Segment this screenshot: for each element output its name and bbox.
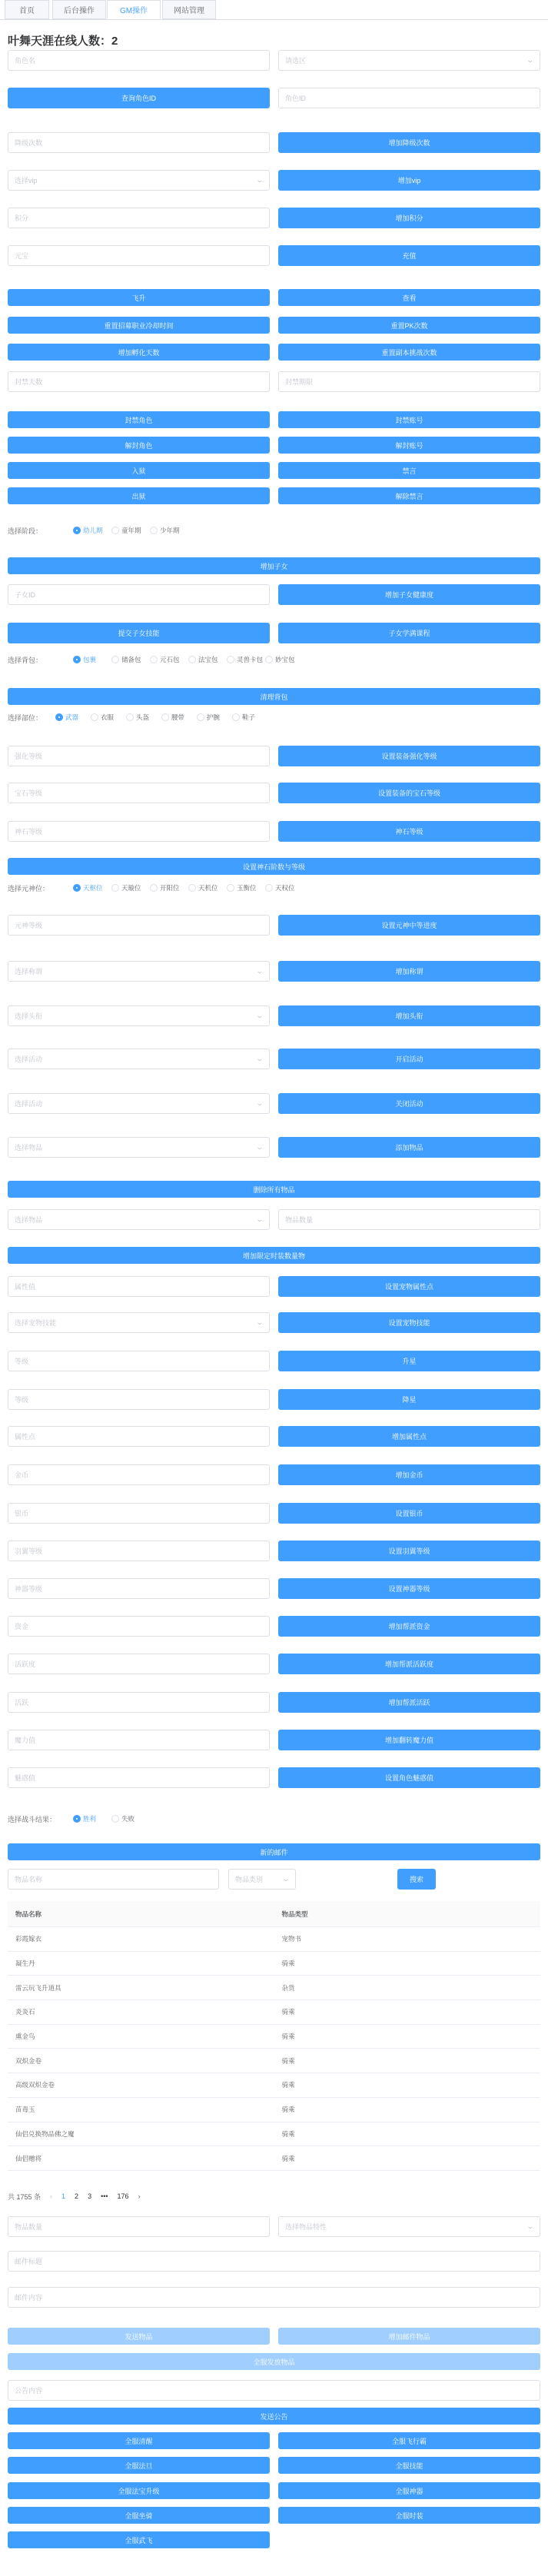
- placeholder: 积分: [15, 214, 29, 222]
- radio-label: 天枢位: [83, 884, 103, 892]
- grid1-button[interactable]: 重置副本挑战次数: [278, 344, 540, 361]
- placeholder: 选择物品特性: [285, 2223, 327, 2231]
- pet-button[interactable]: 设置宠物属性点: [278, 1276, 540, 1297]
- table-cell: 熏金鸟: [15, 2033, 35, 2041]
- radio-label: 胜利: [83, 1815, 97, 1823]
- delete-all-items-button[interactable]: 删除所有物品: [8, 1181, 540, 1198]
- select-row-button[interactable]: 开启活动: [278, 1049, 540, 1069]
- yuanshen-level-input[interactable]: [8, 915, 270, 936]
- grid3-button[interactable]: 全服时装: [278, 2507, 540, 2524]
- clear-bag-button[interactable]: 清理背包: [8, 688, 540, 705]
- radio-circle-icon: [55, 713, 63, 721]
- tab-home[interactable]: 首页: [5, 0, 49, 19]
- page-title: 叶舞天涯在线人数：2: [8, 35, 118, 48]
- add-limited-fashion-button[interactable]: 增加限定时装数量物: [8, 1247, 540, 1264]
- ban-days-input[interactable]: [8, 371, 270, 392]
- placeholder: 选择物品: [15, 1144, 43, 1152]
- equip-button[interactable]: 设置装备的宝石等级: [278, 783, 540, 803]
- grid1-button[interactable]: 查看: [278, 289, 540, 306]
- pet-input[interactable]: [8, 1389, 270, 1410]
- grid1-button[interactable]: 重置招募职业冷却时间: [8, 317, 270, 334]
- yuanshen-radio[interactable]: [188, 882, 218, 893]
- select-input[interactable]: [8, 1005, 270, 1026]
- placeholder: 强化等级: [15, 753, 43, 760]
- placeholder: 物品数量: [285, 1216, 314, 1224]
- age-radio[interactable]: [111, 525, 141, 536]
- radio-circle-icon: [91, 713, 98, 721]
- grid1-button[interactable]: 增加孵化天数: [8, 344, 270, 361]
- chevron-down-icon: ⌄: [255, 1318, 264, 1326]
- radio-label: 失败: [121, 1815, 135, 1823]
- mail-content-input[interactable]: [8, 2287, 540, 2308]
- select-row-button[interactable]: 增加称谓: [278, 961, 540, 982]
- age-radio[interactable]: [150, 525, 180, 536]
- placeholder: 物品名称: [15, 1876, 43, 1883]
- placeholder: 选择vip: [15, 177, 38, 184]
- tab-site[interactable]: 网站管理: [162, 0, 216, 19]
- table-cell: 宠物书: [281, 1935, 302, 1943]
- grid3-button[interactable]: 全服坐骑: [8, 2507, 270, 2524]
- grid3-button[interactable]: 全服技能: [278, 2457, 540, 2474]
- query-role-id-button[interactable]: 查询角色ID: [8, 88, 270, 108]
- placeholder: 角色名: [15, 57, 36, 65]
- table-cell: 骑乘: [281, 2008, 295, 2016]
- radio-label: 武器: [65, 713, 79, 721]
- placeholder: 选择活动: [15, 1055, 43, 1063]
- pagination: [8, 2191, 141, 2202]
- table-cell: 仙侣兑换物品佛之魔: [15, 2129, 75, 2138]
- send-item-count-input[interactable]: [8, 2216, 270, 2237]
- select-input[interactable]: [8, 961, 270, 982]
- radio-label: 护腕: [207, 713, 221, 721]
- pet-button[interactable]: 设置角色魅惑值: [278, 1767, 540, 1788]
- radio-circle-icon: [150, 527, 158, 534]
- grid2-button[interactable]: 解封角色: [8, 437, 270, 454]
- equip-input[interactable]: [8, 783, 270, 803]
- chevron-down-icon: ⌄: [255, 1143, 264, 1151]
- chevron-down-icon: ⌄: [526, 2222, 535, 2230]
- rows1-button[interactable]: 增加积分: [278, 208, 540, 228]
- item-select[interactable]: [8, 1209, 270, 1230]
- equip-input[interactable]: [8, 821, 270, 842]
- radio-label: 开阳位: [160, 884, 180, 892]
- radio-label: 鞋子: [242, 713, 256, 721]
- tab-gm[interactable]: GM操作: [107, 0, 161, 19]
- placeholder: 请选区: [285, 57, 307, 65]
- radio-label: 元石包: [160, 656, 180, 663]
- grid3-button[interactable]: 全服清醒: [8, 2432, 270, 2449]
- bag-radio[interactable]: [227, 654, 263, 665]
- role-name-input[interactable]: [8, 50, 270, 71]
- pet-button[interactable]: 增加金币: [278, 1464, 540, 1485]
- radio-circle-icon: [111, 656, 119, 663]
- pet-input[interactable]: [8, 1730, 270, 1750]
- radio-circle-icon: [111, 527, 119, 534]
- page-ellipsis[interactable]: •••: [101, 2192, 108, 2200]
- placeholder: 银币: [15, 1510, 29, 1517]
- age-radio[interactable]: [73, 525, 103, 536]
- battle-label: 选择战斗结果：: [8, 1815, 57, 1823]
- select-input[interactable]: [8, 1049, 270, 1069]
- table-row[interactable]: [8, 2122, 540, 2147]
- announcement-input[interactable]: [8, 2380, 540, 2401]
- select-row-button[interactable]: 关闭活动: [278, 1093, 540, 1114]
- pet-button[interactable]: 增加帮派活跃: [278, 1692, 540, 1713]
- yuanshen-radio[interactable]: [150, 882, 180, 893]
- radio-circle-icon: [161, 713, 169, 721]
- table-cell: 骑乘: [281, 2033, 295, 2041]
- grid2-button[interactable]: 入狱: [8, 462, 270, 479]
- bag-radio[interactable]: [188, 654, 218, 665]
- table-row[interactable]: [8, 2025, 540, 2049]
- pet-input[interactable]: [8, 1312, 270, 1333]
- placeholder: 封禁天数: [15, 378, 43, 386]
- table-row[interactable]: [8, 2000, 540, 2025]
- table-cell: 双炽金卷: [15, 2056, 42, 2065]
- placeholder: 等级: [15, 1358, 29, 1365]
- pet-input[interactable]: [8, 1541, 270, 1561]
- battle-radio[interactable]: [73, 1813, 96, 1824]
- yuanshen-radio[interactable]: [227, 882, 257, 893]
- add-child-button[interactable]: 增加子女: [8, 557, 540, 574]
- child-id-input[interactable]: [8, 584, 270, 605]
- server-wide-items-button[interactable]: 全服发放物品: [8, 2353, 540, 2370]
- rows1-input[interactable]: [8, 132, 270, 153]
- tab-backend[interactable]: 后台操作: [52, 0, 106, 19]
- part-radio[interactable]: [161, 712, 184, 723]
- radio-label: 头盔: [136, 713, 150, 721]
- radio-label: 衣服: [101, 713, 115, 721]
- radio-circle-icon: [232, 713, 240, 721]
- placeholder: 邮件内容: [15, 2294, 43, 2302]
- table-cell: 骑乘: [281, 2106, 295, 2114]
- radio-circle-icon: [73, 527, 81, 534]
- radio-label: 天权位: [275, 884, 295, 892]
- table-cell: 杂货: [281, 1983, 295, 1992]
- placeholder: 选择宠物技能: [15, 1319, 57, 1327]
- table-cell: 炎炎石: [15, 2008, 35, 2016]
- radio-label: 童年期: [121, 527, 141, 534]
- pet-button[interactable]: 增加翻转魔力值: [278, 1730, 540, 1750]
- table-cell: 骑乘: [281, 2154, 295, 2162]
- radio-circle-icon: [126, 713, 134, 721]
- pet-input[interactable]: [8, 1503, 270, 1524]
- page-number[interactable]: 1: [61, 2192, 66, 2200]
- part-radio[interactable]: [232, 712, 255, 723]
- radio-circle-icon: [265, 884, 273, 892]
- placeholder: 属性点: [15, 1433, 36, 1441]
- placeholder: 资金: [15, 1623, 29, 1630]
- pet-input[interactable]: [8, 1767, 270, 1788]
- age-label: 选择阶段：: [8, 527, 43, 535]
- rows1-input[interactable]: [8, 245, 270, 266]
- pet-button[interactable]: 升星: [278, 1351, 540, 1371]
- send-items-button[interactable]: 发送物品: [8, 2328, 270, 2345]
- table-cell: 骑乘: [281, 2056, 295, 2065]
- select-row-button[interactable]: 增加头衔: [278, 1005, 540, 1026]
- placeholder: 选择物品: [15, 1216, 43, 1224]
- pet-button[interactable]: 设置羽翼等级: [278, 1541, 540, 1561]
- table-row[interactable]: [8, 2049, 540, 2073]
- part-radio[interactable]: [91, 712, 114, 723]
- placeholder: 元宝: [15, 252, 29, 260]
- placeholder: 子女ID: [15, 591, 36, 599]
- placeholder: 金币: [15, 1471, 29, 1479]
- grid1-button[interactable]: 飞升: [8, 289, 270, 306]
- grid2-button[interactable]: 解封账号: [278, 437, 540, 454]
- add-mail-item-button[interactable]: 增加邮件物品: [278, 2328, 540, 2345]
- pet-input[interactable]: [8, 1426, 270, 1447]
- radio-label: 法宝包: [198, 656, 218, 663]
- pet-input[interactable]: [8, 1654, 270, 1674]
- bag-radio[interactable]: [150, 654, 180, 665]
- radio-circle-icon: [73, 1815, 81, 1823]
- radio-label: 包裹: [83, 656, 97, 663]
- table-cell: 骑乘: [281, 2129, 295, 2138]
- pet-input[interactable]: [8, 1578, 270, 1599]
- placeholder: 选择头衔: [15, 1012, 43, 1020]
- chevron-down-icon: ⌄: [255, 967, 264, 975]
- prev-page-icon[interactable]: ‹: [50, 2192, 53, 2200]
- equip-input[interactable]: [8, 746, 270, 766]
- pet-input[interactable]: [8, 1351, 270, 1371]
- chevron-down-icon: ⌄: [281, 1875, 291, 1883]
- table-row[interactable]: [8, 2098, 540, 2122]
- placeholder: 等级: [15, 1396, 29, 1404]
- grid2-button[interactable]: 封禁角色: [8, 411, 270, 428]
- grid2-button[interactable]: 出狱: [8, 487, 270, 504]
- pet-button[interactable]: 增加帮派资金: [278, 1616, 540, 1637]
- radio-label: 妙宝包: [275, 656, 295, 663]
- placeholder: 选择称谓: [15, 968, 43, 976]
- pagination-total: 共 1755 条: [8, 2192, 42, 2201]
- radio-circle-icon: [111, 884, 119, 892]
- pet-input[interactable]: [8, 1692, 270, 1713]
- placeholder: 活跃: [15, 1699, 29, 1707]
- send-announcement-button[interactable]: 发送公告: [8, 2408, 540, 2425]
- grid2-button[interactable]: 禁言: [278, 462, 540, 479]
- bag-radio[interactable]: [265, 654, 295, 665]
- placeholder: 物品类别: [235, 1876, 264, 1883]
- table-header: [8, 1901, 540, 1927]
- mail-title-input[interactable]: [8, 2251, 540, 2272]
- radio-circle-icon: [111, 1815, 119, 1823]
- grid3-button[interactable]: 全服法旦: [8, 2457, 270, 2474]
- page-number[interactable]: 2: [75, 2192, 79, 2200]
- placeholder: 封禁期限: [285, 378, 314, 386]
- placeholder: 魅惑值: [15, 1774, 36, 1782]
- placeholder: 属性值: [15, 1283, 36, 1291]
- chevron-down-icon: ⌄: [255, 1215, 264, 1223]
- set-yuanshen-button[interactable]: 设置神石阶数与等级: [8, 858, 540, 875]
- chevron-down-icon: ⌄: [255, 1012, 264, 1019]
- table-row[interactable]: [8, 2146, 540, 2171]
- placeholder: 魔力值: [15, 1737, 36, 1744]
- role-id-input[interactable]: [278, 88, 540, 108]
- table-cell: 骑乘: [281, 1959, 295, 1968]
- add-child-health-button[interactable]: 增加子女健康度: [278, 584, 540, 605]
- pet-button[interactable]: 降星: [278, 1389, 540, 1410]
- item-feature-select[interactable]: [278, 2216, 540, 2237]
- pet-button[interactable]: 增加属性点: [278, 1426, 540, 1447]
- table-cell: 仙侣赠将: [15, 2154, 42, 2162]
- radio-circle-icon: [150, 656, 158, 663]
- part-radio[interactable]: [55, 712, 78, 723]
- grid3-button[interactable]: 全服武飞: [8, 2531, 270, 2548]
- chevron-down-icon: ⌄: [526, 56, 535, 64]
- part-radio[interactable]: [197, 712, 220, 723]
- area-select[interactable]: [278, 50, 540, 71]
- battle-radio[interactable]: [111, 1813, 135, 1824]
- part-radio[interactable]: [126, 712, 149, 723]
- grid3-button[interactable]: 全服神器: [278, 2482, 540, 2499]
- radio-circle-icon: [73, 656, 81, 663]
- equip-button[interactable]: 设置装备强化等级: [278, 746, 540, 766]
- radio-circle-icon: [197, 713, 204, 721]
- table-cell: 高级双炽金卷: [15, 2081, 55, 2089]
- select-input[interactable]: [8, 1137, 270, 1158]
- table-row[interactable]: [8, 1952, 540, 1976]
- placeholder: 邮件标题: [15, 2258, 43, 2265]
- radio-circle-icon: [227, 884, 234, 892]
- placeholder: 物品数量: [15, 2223, 43, 2231]
- select-row-button[interactable]: 添加物品: [278, 1137, 540, 1158]
- table-cell: 凝生丹: [15, 1959, 35, 1968]
- radio-label: 少年期: [160, 527, 180, 534]
- rows1-button[interactable]: 充值: [278, 245, 540, 266]
- placeholder: 公告内容: [15, 2387, 43, 2395]
- mail-item-type-select[interactable]: [228, 1869, 296, 1890]
- pet-input[interactable]: [8, 1616, 270, 1637]
- yuanshen-radio[interactable]: [73, 882, 103, 893]
- grid3-button[interactable]: 全服飞行霸: [278, 2432, 540, 2449]
- pet-button[interactable]: 设置宠物技能: [278, 1312, 540, 1333]
- radio-circle-icon: [150, 884, 158, 892]
- table-cell: 骑乘: [281, 2081, 295, 2089]
- set-yuanshen-progress-button[interactable]: 设置元神中等进度: [278, 915, 540, 936]
- table-header-cell: 物品名称: [15, 1910, 42, 1918]
- grid3-button[interactable]: 全服法宝升级: [8, 2482, 270, 2499]
- placeholder: 神器等级: [15, 1585, 43, 1593]
- table-cell: 彩霞嫁衣: [15, 1935, 42, 1943]
- bag-label: 选择背包：: [8, 656, 43, 664]
- pet-input[interactable]: [8, 1276, 270, 1297]
- radio-circle-icon: [265, 656, 273, 663]
- radio-label: 玉衡位: [237, 884, 257, 892]
- pet-button[interactable]: 设置银币: [278, 1503, 540, 1524]
- mail-item-name-input[interactable]: [8, 1869, 219, 1890]
- chevron-down-icon: ⌄: [255, 176, 264, 184]
- yuanshen-radio[interactable]: [111, 882, 141, 893]
- table-cell: 苗毒玉: [15, 2106, 35, 2114]
- placeholder: 选择活动: [15, 1100, 43, 1108]
- placeholder: 降级次数: [15, 139, 43, 147]
- child-courses-button[interactable]: 子女学满课程: [278, 623, 540, 643]
- yuanshen-radio[interactable]: [265, 882, 295, 893]
- grid2-button[interactable]: 解除禁言: [278, 487, 540, 504]
- placeholder: 羽翼等级: [15, 1547, 43, 1555]
- placeholder: 神石等级: [15, 828, 43, 836]
- chevron-down-icon: ⌄: [255, 1055, 264, 1062]
- yuanshen-label: 选择元神位：: [8, 884, 50, 892]
- placeholder: 角色ID: [285, 95, 307, 102]
- radio-label: 储备包: [121, 656, 141, 663]
- pet-input[interactable]: [8, 1464, 270, 1485]
- tabs-divider: [0, 19, 548, 20]
- rows1-button[interactable]: 增加降级次数: [278, 132, 540, 153]
- part-label: 选择部位：: [8, 713, 43, 722]
- bag-radio[interactable]: [111, 654, 141, 665]
- table-header-cell: 物品类型: [281, 1910, 308, 1918]
- equip-button[interactable]: 神石等级: [278, 821, 540, 842]
- ban-term-input[interactable]: [278, 371, 540, 392]
- table-row[interactable]: [8, 1927, 540, 1952]
- pet-button[interactable]: 设置神器等级: [278, 1578, 540, 1599]
- table-row[interactable]: [8, 1976, 540, 2000]
- rows1-button[interactable]: 增加vip: [278, 170, 540, 191]
- new-mail-button[interactable]: 新的邮件: [8, 1843, 540, 1860]
- submit-child-skill-button[interactable]: 提交子女技能: [8, 623, 270, 643]
- next-page-icon[interactable]: ›: [138, 2192, 141, 2200]
- page-number[interactable]: 176: [117, 2192, 129, 2200]
- radio-label: 腰带: [171, 713, 185, 721]
- radio-circle-icon: [227, 656, 234, 663]
- placeholder: 宝石等级: [15, 789, 43, 797]
- radio-circle-icon: [73, 884, 81, 892]
- grid2-button[interactable]: 封禁账号: [278, 411, 540, 428]
- rows1-input[interactable]: [8, 170, 270, 191]
- page-number[interactable]: 3: [88, 2192, 92, 2200]
- radio-label: 灵兽卡包: [237, 656, 264, 663]
- radio-circle-icon: [188, 884, 196, 892]
- chevron-down-icon: ⌄: [255, 1099, 264, 1107]
- radio-label: 天璇位: [121, 884, 141, 892]
- placeholder: 元神等级: [15, 922, 43, 929]
- select-input[interactable]: [8, 1093, 270, 1114]
- radio-label: 天机位: [198, 884, 218, 892]
- table-cell: 雷云玩飞升道具: [15, 1983, 61, 1992]
- rows1-input[interactable]: [8, 208, 270, 228]
- grid1-button[interactable]: 重置PK次数: [278, 317, 540, 334]
- bag-radio[interactable]: [73, 654, 96, 665]
- placeholder: 活跃度: [15, 1660, 36, 1668]
- radio-label: 幼儿期: [83, 527, 103, 534]
- pet-button[interactable]: 增加帮派活跃度: [278, 1654, 540, 1674]
- radio-circle-icon: [188, 656, 196, 663]
- items-table: [8, 1901, 540, 2171]
- search-button[interactable]: 搜索: [397, 1869, 436, 1890]
- table-row[interactable]: [8, 2073, 540, 2098]
- item-count-input[interactable]: [278, 1209, 540, 1230]
